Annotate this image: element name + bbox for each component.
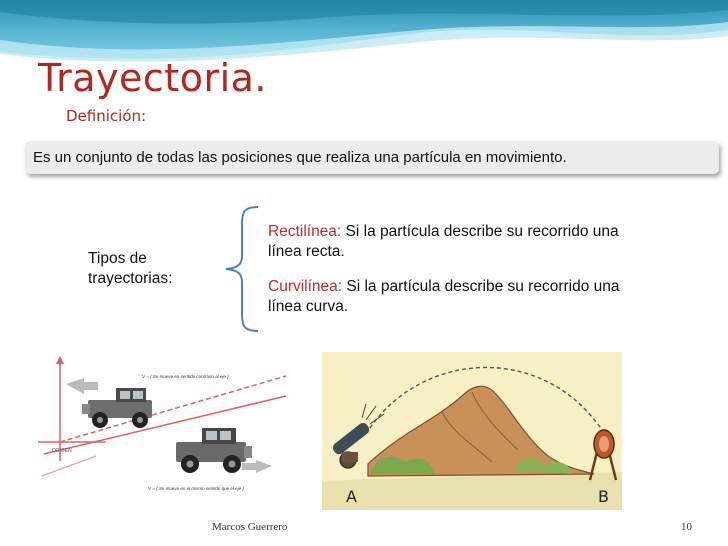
footer-author: Marcos Guerrero <box>212 521 288 533</box>
type-item-curvilinea <box>268 277 708 317</box>
slide-title: Trayectoria. <box>38 56 267 100</box>
types-label <box>88 249 172 289</box>
type-desc-line-1: Si la partícula describe su recorrido una <box>342 278 620 295</box>
top-caption: V = ( Se mueve en sentido contrario al eje ) <box>142 374 229 379</box>
definition-box <box>25 141 719 174</box>
bottom-caption: V = ( Se mueve en el mismo sentido que el eje ) <box>148 486 244 491</box>
definition-text: Es un conjunto de todas las posiciones que realiza una partícula en movimiento. <box>33 149 567 166</box>
curly-brace-icon <box>222 204 262 334</box>
type-desc-line-1: Si la partícula describe su recorrido una <box>341 223 619 240</box>
types-label-line-1: Tipos de <box>88 250 147 267</box>
type-desc-line-2: línea curva. <box>268 298 349 315</box>
page-number: 10 <box>681 521 692 533</box>
point-b-label: B <box>598 487 609 506</box>
types-label-line-2: trayectorias: <box>88 270 173 287</box>
cannon-mountain-illustration <box>322 352 622 510</box>
type-item-rectilinea <box>268 222 708 262</box>
type-desc-line-2: línea recta. <box>268 243 345 260</box>
type-name: Rectilínea: <box>268 223 342 240</box>
jeep-axis-illustration <box>36 356 298 501</box>
types-list <box>268 222 708 332</box>
origin-label: ORIGEN <box>52 448 72 454</box>
point-a-label: A <box>346 487 357 506</box>
type-name: Curvilínea: <box>268 278 343 295</box>
slide-subtitle: Definición: <box>66 107 147 125</box>
